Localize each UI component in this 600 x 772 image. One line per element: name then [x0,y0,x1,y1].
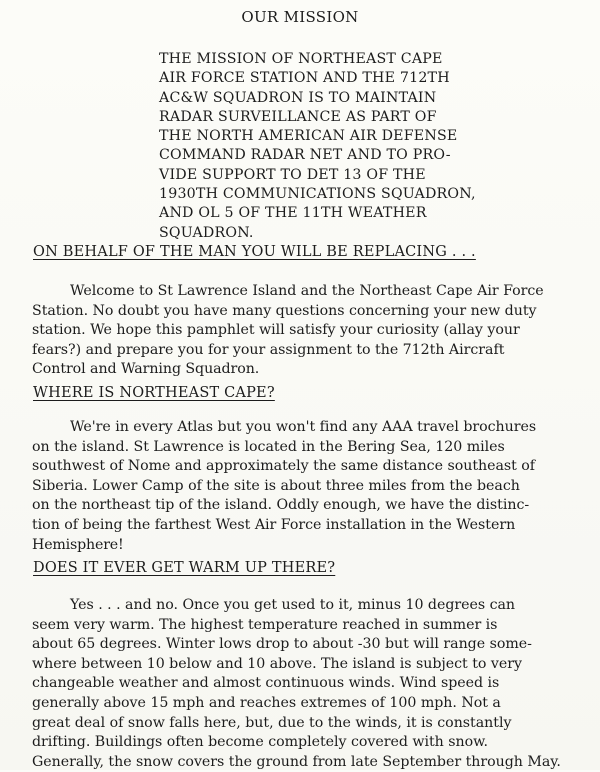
mission-line: AC&W SQUADRON IS TO MAINTAIN [159,89,437,106]
mission-title: OUR MISSION [241,8,359,26]
body-line: where between 10 below and 10 above. The island is subject to very [32,655,522,672]
body-line: great deal of snow falls here, but, due to the winds, it is constantly [32,714,512,731]
body-line: southwest of Nome and approximately the same distance southeast of [32,458,536,475]
section-body-location [32,418,598,555]
mission-line: AIR FORCE STATION AND THE 712TH [159,70,450,87]
body-line: generally above 15 mph and reaches extremes of 100 mph. Not a [32,694,501,711]
mission-line: THE NORTH AMERICAN AIR DEFENSE [159,128,458,145]
section-heading-weather: DOES IT EVER GET WARM UP THERE? [33,560,336,576]
mission-line: RADAR SURVEILLANCE AS PART OF [159,108,437,125]
body-line: seem very warm. The highest temperature reached in summer is [32,616,498,633]
section-body-replacing [32,282,598,380]
mission-line: VIDE SUPPORT TO DET 13 OF THE [159,166,426,183]
body-line: Siberia. Lower Camp of the site is about three miles from the beach [32,477,520,494]
body-line: Welcome to St Lawrence Island and the Northeast Cape Air Force [70,283,544,299]
mission-line: AND OL 5 OF THE 11TH WEATHER [159,205,427,222]
body-line: Hemisphere! [32,536,124,553]
body-line: We're in every Atlas but you won't find any AAA travel brochures [70,419,537,435]
body-line: Generally, the snow covers the ground from late September through May. [32,753,561,770]
body-line: station. We hope this pamphlet will satisfy your curiosity (allay your [32,322,520,339]
body-line: about 65 degrees. Winter lows drop to about -30 but will range some- [32,636,532,653]
mission-line: THE MISSION OF NORTHEAST CAPE [159,51,443,67]
body-line: tion of being the farthest West Air Force installation in the Western [32,516,516,533]
mission-line: COMMAND RADAR NET AND TO PRO- [159,147,451,164]
mission-line: SQUADRON. [159,224,254,241]
mission-line: 1930TH COMMUNICATIONS SQUADRON, [159,186,476,203]
body-line: Yes . . . and no. Once you get used to it, minus 10 degrees can [70,597,516,613]
body-line: drifting. Buildings often become completely covered with snow. [32,734,489,751]
section-heading-location: WHERE IS NORTHEAST CAPE? [33,385,275,401]
body-line: Station. No doubt you have many questions concerning your new duty [32,302,537,319]
body-line: fears?) and prepare you for your assignment to the 712th Aircraft [32,341,505,358]
body-line: on the northeast tip of the island. Oddly enough, we have the distinc- [32,497,530,514]
body-line: Control and Warning Squadron. [32,361,260,378]
section-heading-replacing: ON BEHALF OF THE MAN YOU WILL BE REPLACING . . . [33,244,476,260]
section-body-weather [32,596,598,772]
body-line: on the island. St Lawrence is located in the Bering Sea, 120 miles [32,438,505,455]
mission-statement [159,50,559,243]
body-line: changeable weather and almost continuous winds. Wind speed is [32,675,500,692]
